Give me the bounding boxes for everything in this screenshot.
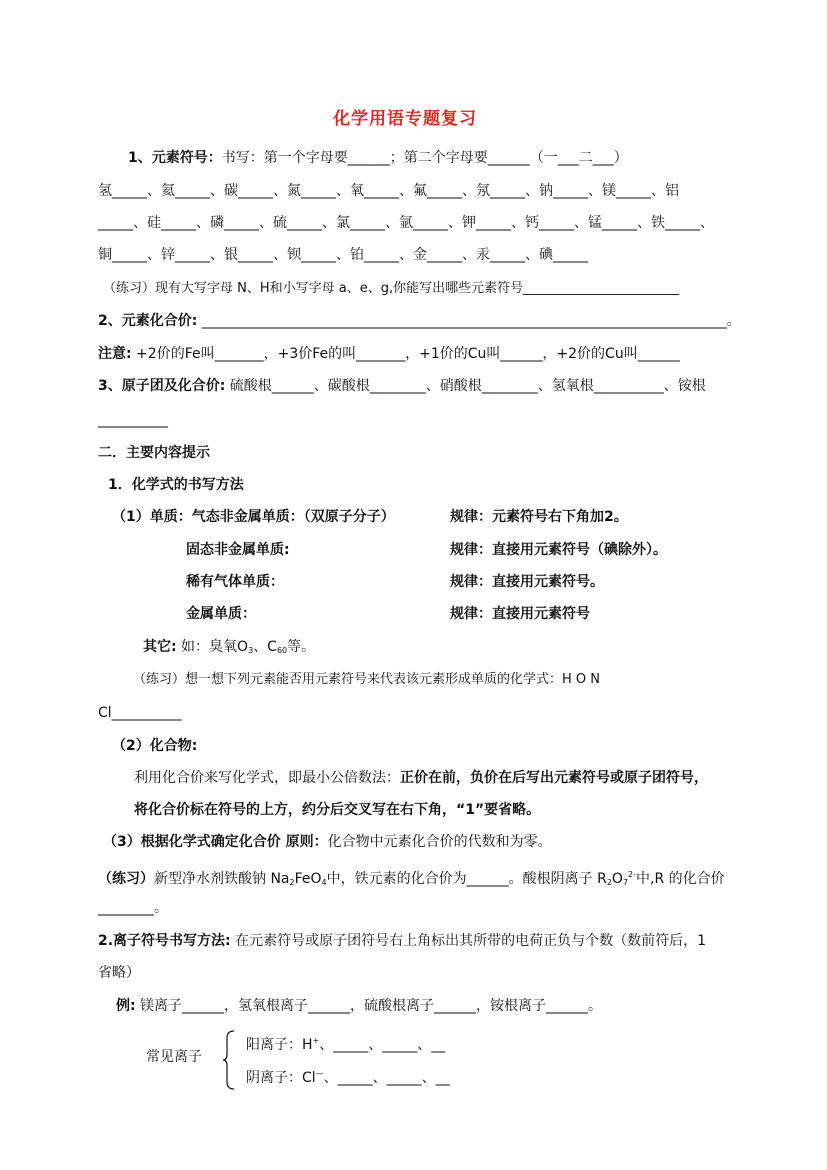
other-line xyxy=(143,637,315,661)
example-label: 例: xyxy=(116,998,136,1014)
method-b: 正价在前，负价在后写出元素符号或原子团符号， xyxy=(400,770,708,786)
anion-text: 阴离子：Cl xyxy=(246,1070,316,1086)
practice-2: （练习）想一想下列元素能否用元素符号来代表该元素形成单质的化学式：H O N xyxy=(133,672,600,687)
method-line-2: 将化合价标在符号的上方，约分后交叉写在右下角，“1”要省略。 xyxy=(134,802,541,818)
ion-cont: 省略） xyxy=(98,965,140,981)
page-title: 化学用语专题复习 xyxy=(333,109,477,129)
p2-c: 中，铁元素的化合价为______。酸根阴离子 R xyxy=(326,871,607,887)
sec3-rule: 原则： xyxy=(280,834,328,850)
elemental-row-1 xyxy=(112,507,395,527)
note-label: 注意: xyxy=(98,346,132,362)
cation-line xyxy=(246,1031,445,1055)
valence-from-formula xyxy=(103,832,552,852)
valence-blank: ___________________________________________________________________________。 xyxy=(197,313,741,329)
element-symbol-label: 1、元素符号： xyxy=(128,150,222,166)
element-row-1: 氢_____、氦_____、碳_____、氮_____、氧_____、氟_____、氖_____、钠_____、镁_____、铝 xyxy=(98,183,679,199)
ion-label: 2.离子符号书写方法: xyxy=(98,933,231,949)
compound-text: （2）化合物: xyxy=(112,738,198,754)
ion-text: 在元素符号或原子团符号右上角标出其所带的电荷正负与个数（数前符后，1 xyxy=(230,933,707,949)
example-text: 镁离子______，氢氧根离子______，硫酸根离子______，铵根离子______。 xyxy=(135,998,603,1014)
element-row-2: _____、硅_____、磷_____、硫_____、氯_____、氩_____、钾_____、钙_____、锰_____、铁_____、 xyxy=(98,215,714,231)
anion-sup: — xyxy=(315,1069,324,1078)
rule-2: 规律：直接用元素符号（碘除外）。 xyxy=(450,542,667,558)
practice-3-cont: ________。 xyxy=(98,900,168,916)
other-post: 等。 xyxy=(287,639,316,655)
c60-subscript: 60 xyxy=(276,646,288,655)
brace-icon xyxy=(222,1030,236,1090)
p2-b: FeO xyxy=(294,871,322,887)
other-pre: 如：臭氧O xyxy=(176,639,249,655)
p2-sub3: 2 xyxy=(606,878,612,887)
p2-d: O xyxy=(611,871,623,887)
anion-line xyxy=(246,1064,450,1088)
radical-text: 硫酸根______、碳酸根________、硝酸根________、氢氧根__________、铵根 xyxy=(225,378,706,394)
practice-3 xyxy=(98,865,725,893)
note-line xyxy=(98,344,680,364)
valence-line xyxy=(98,311,741,331)
rule-1: 规律：元素符号右下角加2。 xyxy=(450,509,628,525)
anion-blanks: 、_____、_____、__ xyxy=(323,1070,450,1086)
p2-a: 新型净水剂铁酸钠 Na xyxy=(154,871,290,887)
cation-blanks: 、_____、_____、__ xyxy=(319,1037,446,1053)
cation-sup: + xyxy=(312,1036,320,1045)
common-ions-label: 常见离子 xyxy=(146,1049,202,1065)
sec3-text: 化合物中元素化合价的代数和为零。 xyxy=(327,834,552,850)
ion-method-line xyxy=(98,931,706,951)
p2-sub2: 4 xyxy=(321,878,327,887)
note-text: +2价的Fe叫_______，+3价Fe的叫_______，+1价的Cu叫______，+2价的Cu叫______ xyxy=(131,346,680,362)
rule-4: 规律：直接用元素符号 xyxy=(450,606,590,622)
rule-3: 规律：直接用元素符号。 xyxy=(450,574,604,590)
elemental-row-2: 固态非金属单质: xyxy=(186,542,290,558)
other-mid: 、C xyxy=(253,639,277,655)
ozone-subscript: 3 xyxy=(248,646,254,655)
elemental-1-text: （1）单质：气态非金属单质：（双原子分子） xyxy=(112,509,395,525)
other-label: 其它: xyxy=(143,639,177,655)
elemental-row-4: 金属单质： xyxy=(186,606,256,622)
elemental-row-3: 稀有气体单质： xyxy=(186,574,284,590)
radical-line xyxy=(98,376,706,396)
compound-heading xyxy=(112,736,197,756)
element-row-3: 铜_____、锌_____、银_____、钡_____、铂_____、金_____、汞_____、碘_____ xyxy=(98,247,588,263)
radical-cont: __________ xyxy=(98,412,168,428)
element-symbol-text: 书写：第一个字母要______；第二个字母要______（一___二___） xyxy=(221,150,628,166)
formula-heading: 1．化学式的书写方法 xyxy=(108,477,244,493)
p2-sup: 2- xyxy=(628,870,637,879)
practice-2-cont: Cl__________ xyxy=(98,705,182,721)
cation-text: 阳离子：H xyxy=(246,1037,313,1053)
part2-heading: 二．主要内容提示 xyxy=(98,445,210,461)
radical-label: 3、原子团及化合价: xyxy=(98,378,226,394)
element-symbol-line xyxy=(128,148,628,168)
p2-sub1: 2 xyxy=(289,878,295,887)
method-line-1 xyxy=(134,768,708,788)
practice-3-label: （练习） xyxy=(98,871,154,887)
example-line xyxy=(116,996,602,1016)
sec3-label: （3）根据化学式确定化合价 xyxy=(103,834,281,850)
p2-e: 中,R 的化合价 xyxy=(636,871,725,887)
practice-1: （练习）现有大写字母 N、H和小写字母 a、e、g,你能写出哪些元素符号________________________ xyxy=(103,281,680,296)
p2-sub4: 7 xyxy=(622,878,629,887)
valence-label: 2、元素化合价: xyxy=(98,313,198,329)
method-a: 利用化合价来写化学式，即最小公倍数法： xyxy=(134,770,400,786)
